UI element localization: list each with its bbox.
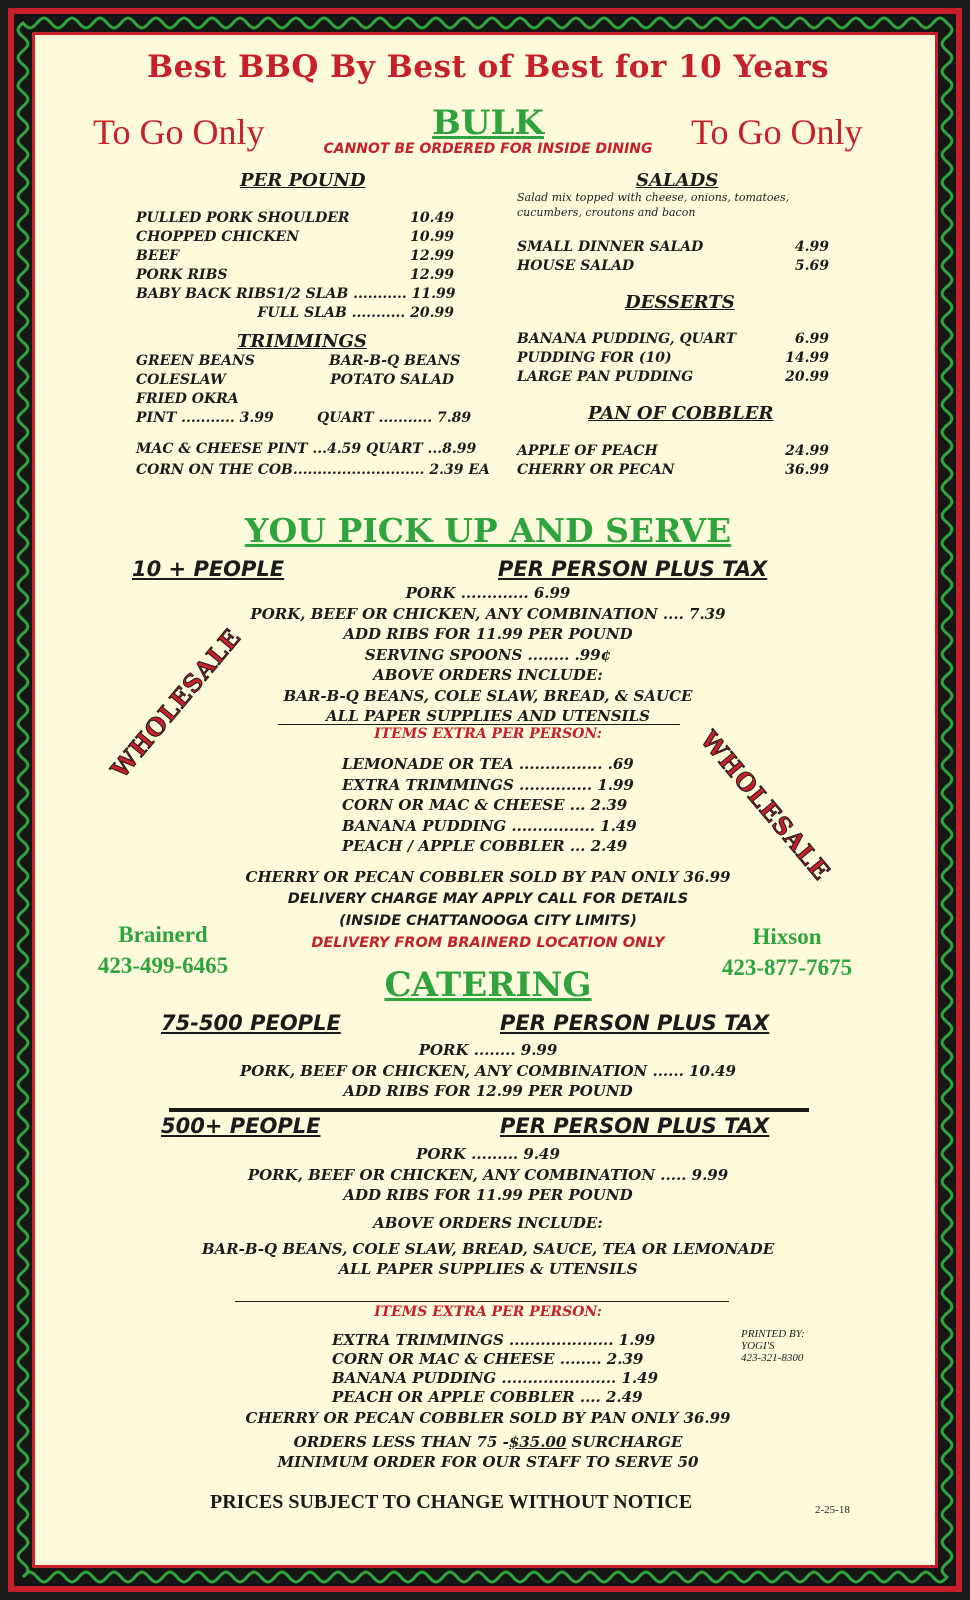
delivery-line3: DELIVERY FROM BRAINERD LOCATION ONLY [311, 935, 665, 951]
list-item: PULLED PORK SHOULDER 10.49 [136, 210, 454, 226]
desserts-heading: DESSERTS [625, 292, 735, 313]
list-item: BABY BACK RIBS 1/2 SLAB ........... 11.99 [136, 286, 456, 302]
list-item: BANANA PUDDING ...................... 1.49 [332, 1369, 659, 1387]
list-item: PUDDING FOR (10) 14.99 [517, 350, 829, 366]
catering-extra-heading: ITEMS EXTRA PER PERSON: [374, 1304, 602, 1320]
list-item: PORK, BEEF OR CHICKEN, ANY COMBINATION ..... 9.99 [247, 1165, 729, 1184]
menu-title: Best BBQ By Best of Best for 10 Years [146, 49, 830, 85]
corn-on-cob: CORN ON THE COB ........................... 2.39 EA [136, 462, 490, 478]
list-item: EXTRA TRIMMINGS .............. 1.99 [342, 775, 634, 794]
list-item: COLESLAW [136, 372, 226, 388]
to-go-left: To Go Only [93, 112, 265, 152]
list-item: PORK, BEEF OR CHICKEN, ANY COMBINATION .... 7.39 [250, 604, 726, 623]
pickup-divider [278, 724, 680, 725]
pickup-extras [342, 754, 637, 857]
pickup-cobbler-note: CHERRY OR PECAN COBBLER SOLD BY PAN ONLY 36.99 [245, 868, 731, 886]
list-item: PORK ........ 9.99 [418, 1041, 558, 1059]
trimmings-pint: PINT ........... 3.99 [136, 410, 274, 426]
location-phone[interactable]: 423-877-7675 [721, 955, 853, 980]
pickup-extra-heading: ITEMS EXTRA PER PERSON: [374, 726, 602, 742]
per-pound-list [136, 209, 454, 323]
list-item: FRIED OKRA [136, 391, 239, 407]
bulk-heading: BULK [432, 103, 544, 143]
list-item: PEACH OR APPLE COBBLER .... 2.49 [332, 1388, 643, 1406]
catering-tier2-per-person: PER PERSON PLUS TAX [500, 1114, 770, 1138]
catering-tier1-per-person: PER PERSON PLUS TAX [500, 1011, 770, 1035]
catering-tier2-people: 500+ PEOPLE [161, 1114, 321, 1138]
list-item: FULL SLAB ........... 20.99 [257, 305, 454, 321]
catering-tier1-lines [35, 1040, 941, 1102]
to-go-right: To Go Only [691, 112, 863, 152]
desserts-list [517, 330, 829, 387]
list-item: CORN OR MAC & CHEESE ........ 2.39 [332, 1350, 644, 1368]
list-item: HOUSE SALAD 5.69 [517, 258, 829, 274]
pickup-per-person: PER PERSON PLUS TAX [498, 557, 768, 581]
list-item: PORK RIBS 12.99 [136, 267, 454, 283]
bulk-subheading: CANNOT BE ORDERED FOR INSIDE DINING [323, 141, 653, 157]
list-item: ADD RIBS FOR 11.99 PER POUND [343, 1186, 633, 1204]
catering-divider [169, 1108, 809, 1112]
printed-by: PRINTED BY: YOGI'S 423-321-8300 [741, 1328, 805, 1364]
location-name: Brainerd [118, 922, 208, 947]
trimmings-col1 [136, 352, 255, 409]
list-item: EXTRA TRIMMINGS .................... 1.99 [332, 1331, 656, 1349]
surcharge-note: ORDERS LESS THAN 75 -$35.00 SURCHARGE [293, 1433, 683, 1451]
pickup-heading: YOU PICK UP AND SERVE [244, 511, 732, 550]
list-item: CORN OR MAC & CHEESE ... 2.39 [342, 796, 628, 814]
menu-panel [32, 32, 938, 1568]
list-item: ALL PAPER SUPPLIES AND UTENSILS [326, 707, 650, 725]
trimmings-col2 [329, 352, 461, 390]
list-item: SMALL DINNER SALAD 4.99 [517, 239, 829, 255]
mac-cheese: MAC & CHEESE PINT ...4.59 QUART ...8.99 [136, 441, 477, 457]
list-item: ADD RIBS FOR 11.99 PER POUND [343, 625, 633, 643]
trimmings-heading: TRIMMINGS [237, 331, 367, 352]
list-item: PORK ............. 6.99 [405, 584, 571, 602]
catering-extras [332, 1331, 658, 1407]
cobbler-heading: PAN OF COBBLER [588, 403, 774, 424]
catering-tier2-lines [35, 1144, 941, 1206]
catering-include-line1: BAR-B-Q BEANS, COLE SLAW, BREAD, SAUCE, TEA OR LEMONADE [201, 1240, 775, 1258]
cobbler-list [517, 442, 829, 480]
list-item: GREEN BEANS [136, 353, 255, 369]
list-item: BANANA PUDDING, QUART 6.99 [517, 331, 829, 347]
salads-heading: SALADS [636, 170, 719, 191]
list-item: POTATO SALAD [330, 372, 454, 388]
print-date: 2-25-18 [815, 1504, 850, 1516]
list-item: APPLE OF PEACH 24.99 [517, 443, 829, 459]
list-item: BAR-B-Q BEANS [329, 353, 461, 369]
list-item: BAR-B-Q BEANS, COLE SLAW, BREAD, & SAUCE [283, 686, 693, 705]
trimmings-quart: QUART ........... 7.89 [317, 410, 472, 426]
list-item: BANANA PUDDING ................ 1.49 [342, 816, 637, 835]
salads-list [517, 238, 829, 276]
list-item: CHERRY OR PECAN 36.99 [517, 462, 829, 478]
list-item: PORK ......... 9.49 [416, 1145, 560, 1163]
catering-tier1-people: 75-500 PEOPLE [161, 1011, 341, 1035]
catering-include-heading: ABOVE ORDERS INCLUDE: [373, 1214, 603, 1232]
wholesale-left: WHOLESALE [105, 622, 247, 784]
minimum-order-note: MINIMUM ORDER FOR OUR STAFF TO SERVE 50 [277, 1453, 699, 1471]
location-phone[interactable]: 423-499-6465 [97, 953, 229, 978]
location-name: Hixson [752, 924, 822, 949]
pickup-people: 10 + PEOPLE [132, 557, 285, 581]
catering-include-line2: ALL PAPER SUPPLIES & UTENSILS [338, 1260, 638, 1278]
price-notice: PRICES SUBJECT TO CHANGE WITHOUT NOTICE [210, 1491, 693, 1513]
list-item: SERVING SPOONS ........ .99¢ [364, 645, 612, 664]
list-item: PORK, BEEF OR CHICKEN, ANY COMBINATION ...... 10.49 [239, 1061, 736, 1080]
list-item: CHOPPED CHICKEN 10.99 [136, 229, 454, 245]
salad-description: Salad mix topped with cheese, onions, tomatoes, cucumbers, croutons and bacon [517, 191, 790, 219]
list-item: ADD RIBS FOR 12.99 PER POUND [343, 1082, 633, 1100]
wholesale-right: WHOLESALE [694, 725, 837, 886]
catering-cobbler-note: CHERRY OR PECAN COBBLER SOLD BY PAN ONLY 36.99 [245, 1409, 731, 1427]
list-item: LARGE PAN PUDDING 20.99 [517, 369, 829, 385]
delivery-line1: DELIVERY CHARGE MAY APPLY CALL FOR DETAILS [287, 891, 689, 907]
list-item: BEEF 12.99 [136, 248, 454, 264]
list-item: LEMONADE OR TEA ................ .69 [342, 755, 634, 773]
per-pound-heading: PER POUND [240, 170, 366, 191]
delivery-line2: (INSIDE CHATTANOOGA CITY LIMITS) [339, 913, 637, 929]
list-item: ABOVE ORDERS INCLUDE: [373, 666, 603, 684]
catering-heading: CATERING [384, 965, 592, 1005]
catering-extra-divider [235, 1301, 729, 1302]
list-item: PEACH / APPLE COBBLER ... 2.49 [342, 837, 628, 855]
